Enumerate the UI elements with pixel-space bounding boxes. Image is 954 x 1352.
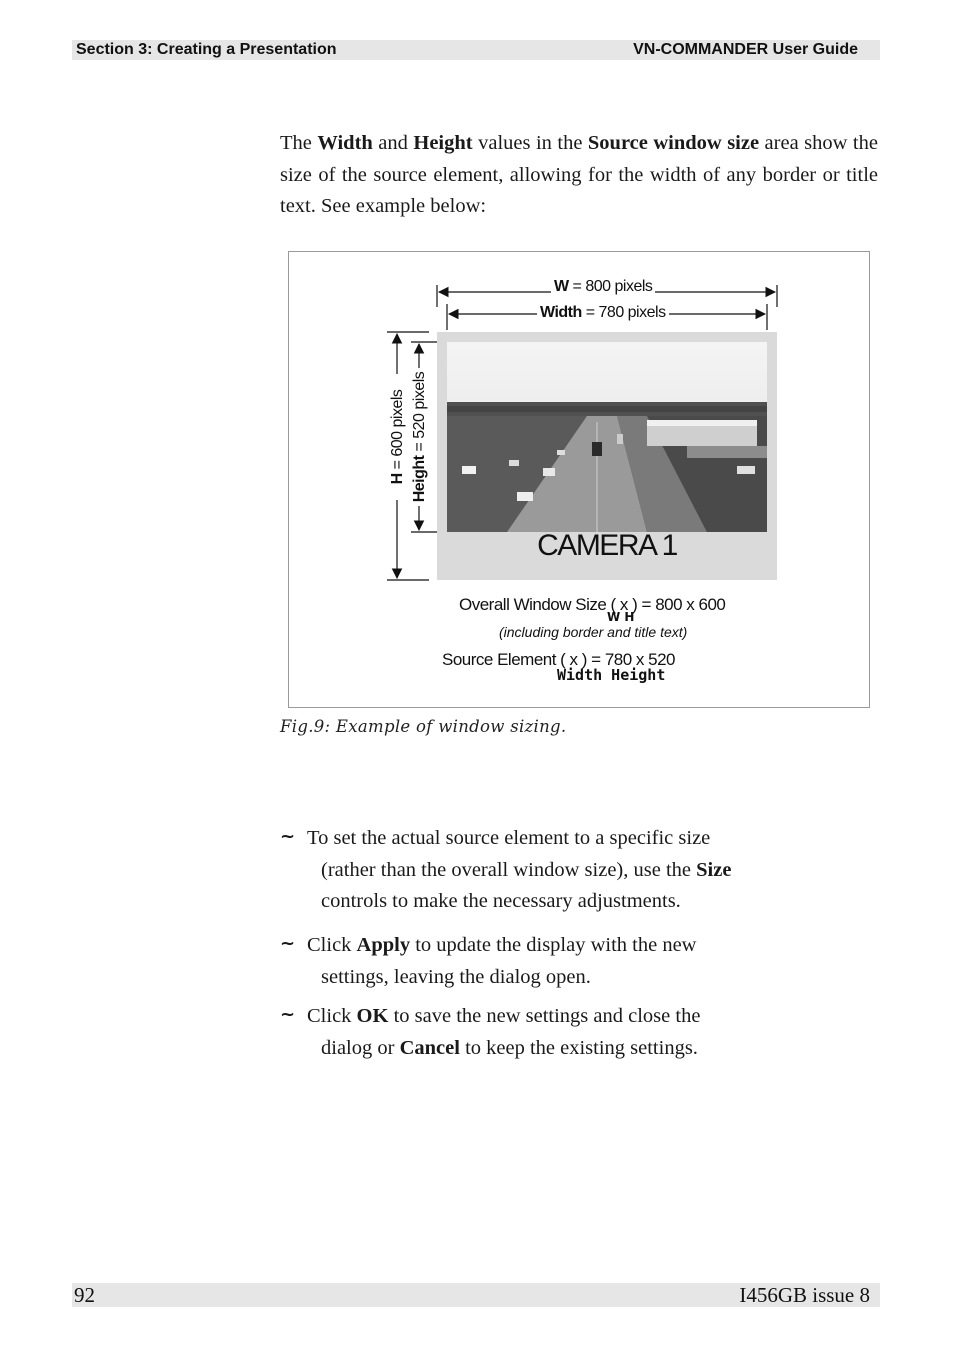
- h-dimension-label: H = 600 pixels: [389, 374, 407, 500]
- width-dimension-label: Width = 780 pixels: [537, 304, 669, 322]
- camera-feed-image: [447, 342, 767, 532]
- intro-bold-source-window-size: Source window size: [587, 132, 760, 154]
- bullet-text: Click OK to save the new settings and close the: [307, 1005, 701, 1027]
- source-subscript-width-height: Width Height: [557, 666, 666, 684]
- intro-text: area show the size of the source element, allowing for the width of any border or title text. See example below:: [280, 132, 878, 217]
- bold-cancel: Cancel: [399, 1036, 460, 1059]
- running-header: [72, 40, 880, 60]
- bullet-text: To set the actual source element to a specific size: [307, 827, 711, 849]
- header-guide-title: VN-COMMANDER User Guide: [633, 41, 858, 58]
- bold-size: Size: [696, 858, 732, 881]
- source-element-text: Source Element ( x ) = 780 x 520: [442, 650, 675, 669]
- intro-bold-width: Width: [317, 132, 373, 154]
- camera-title: CAMERA 1: [537, 529, 677, 562]
- including-border-note: (including border and title text): [499, 624, 688, 640]
- bullet-tilde-icon: ~: [280, 933, 296, 954]
- bullet-text: (rather than the overall window size), use the Size: [321, 858, 732, 881]
- bullet-text: Click Apply to update the display with the new: [307, 934, 697, 956]
- figure-caption: Fig.9: Example of window sizing.: [280, 717, 567, 736]
- intro-text: and: [372, 132, 414, 154]
- intro-text: values in the: [472, 132, 588, 154]
- height-dimension-label: Height = 520 pixels: [411, 368, 429, 506]
- intro-bold-height: Height: [413, 132, 473, 154]
- camera-window-frame: [437, 332, 777, 580]
- window-sizing-figure: [288, 251, 870, 708]
- w-dimension-label: W = 800 pixels: [551, 278, 655, 296]
- document-issue: I456GB issue 8: [739, 1283, 870, 1307]
- bullet-tilde-icon: ~: [280, 1004, 296, 1025]
- bullet-text: dialog or Cancel to keep the existing settings.: [321, 1036, 698, 1059]
- bullet-text: settings, leaving the dialog open.: [321, 965, 591, 988]
- bullet-item-ok-cancel: [280, 1001, 840, 1064]
- bullet-item-apply: [280, 930, 840, 993]
- bullet-tilde-icon: ~: [280, 826, 296, 847]
- page-number: 92: [74, 1283, 95, 1307]
- header-section-title: Section 3: Creating a Presentation: [76, 41, 337, 58]
- bold-apply: Apply: [356, 934, 411, 956]
- intro-paragraph: [280, 128, 878, 223]
- running-footer: [72, 1283, 880, 1307]
- bold-ok: OK: [356, 1005, 389, 1027]
- overall-subscript-wh: W H: [607, 610, 635, 624]
- bullet-item-size: [280, 823, 840, 918]
- overall-window-size-text: Overall Window Size ( x ) = 800 x 600: [459, 595, 726, 614]
- intro-text: The: [280, 132, 318, 154]
- bullet-text: controls to make the necessary adjustments.: [321, 890, 681, 912]
